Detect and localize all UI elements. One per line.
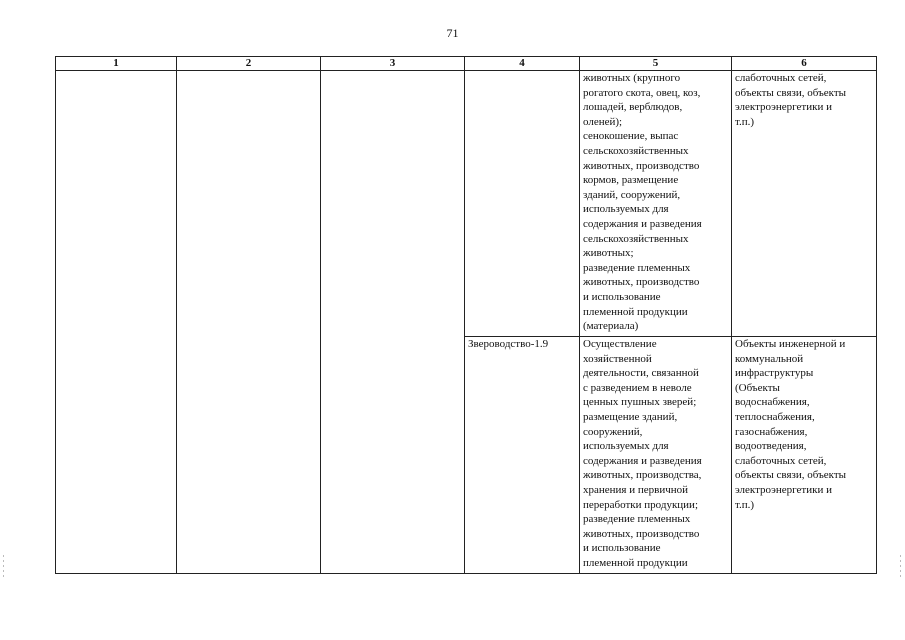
table-cell-col6	[732, 71, 877, 337]
table-cell-col6	[732, 337, 877, 574]
cell-text-line: т.п.)	[735, 498, 755, 511]
cell-text-line: инфраструктуры	[735, 367, 814, 380]
cell-text-line: водоснабжения,	[735, 396, 810, 409]
cell-text-line: объекты связи, объекты	[735, 86, 847, 99]
cell-text-line: содержания и разведения	[583, 454, 702, 467]
table-cell-col2	[177, 71, 321, 574]
cell-text-line: содержания и разведения	[583, 217, 702, 230]
cell-text-line: разведение племенных	[583, 513, 691, 526]
cell-text-line: животных, производство	[583, 527, 700, 540]
cell-text-line: животных;	[583, 247, 634, 260]
column-header-6: 6	[732, 57, 877, 71]
cell-text-line: деятельности, связанной	[583, 367, 699, 380]
cell-text-line: (Объекты	[735, 381, 780, 394]
page-number: 71	[446, 26, 459, 40]
cell-text-line: и использование	[583, 290, 661, 303]
cell-text-line: хранения и первичной	[583, 483, 689, 496]
cell-text-line: животных, производство	[583, 159, 700, 172]
cell-text-line: животных (крупного	[583, 72, 681, 84]
cell-text-line: используемых для	[583, 203, 669, 216]
column-header-4: 4	[465, 57, 580, 71]
column-header-1: 1	[56, 57, 177, 71]
table-row	[56, 71, 877, 337]
table-cell-col5	[580, 71, 732, 337]
cell-text-line: животных, производства,	[583, 469, 702, 482]
table-cell-col5	[580, 337, 732, 574]
table-cell-col3	[321, 71, 465, 574]
cell-text-line: хозяйственной	[583, 352, 652, 365]
cell-text-line: сенокошение, выпас	[583, 130, 679, 143]
cell-text-line: и использование	[583, 542, 661, 555]
cell-text-line: сельскохозяйственных	[583, 232, 689, 245]
cell-text-line: слаботочных сетей,	[735, 454, 827, 467]
cell-text-line: зданий, сооружений,	[583, 188, 681, 201]
column-header-5: 5	[580, 57, 732, 71]
cell-text-line: племенной продукции	[583, 556, 688, 569]
cell-text-line: Осуществление	[583, 338, 657, 350]
cell-text-line: переработки продукции;	[583, 498, 699, 511]
cell-text-line: (материала)	[583, 320, 639, 333]
cell-text-line: с разведением в неволе	[583, 381, 692, 394]
table-cell-col4	[465, 71, 580, 337]
cell-text-line: электроэнергетики и	[735, 101, 832, 114]
scan-margin-mark-left	[3, 555, 4, 577]
cell-text-line: ценных пушных зверей;	[583, 396, 697, 409]
cell-text-line: используемых для	[583, 440, 669, 453]
cell-text-line: сельскохозяйственных	[583, 144, 689, 157]
cell-text-line: племенной продукции	[583, 305, 688, 318]
cell-text-line: лошадей, верблюдов,	[583, 101, 683, 114]
cell-text-line: объекты связи, объекты	[735, 469, 847, 482]
cell-text-line: Объекты инженерной и	[735, 338, 846, 350]
cell-text-line: сооружений,	[583, 425, 643, 438]
cell-text-line: теплоснабжения,	[735, 410, 815, 423]
table-cell-col4: Звероводство-1.9	[465, 337, 580, 574]
cell-text-line: оленей);	[583, 115, 623, 128]
header-row	[56, 57, 877, 71]
cell-text-line: газоснабжения,	[735, 425, 808, 438]
cell-text-line: кормов, размещение	[583, 174, 679, 187]
cell-text-line: т.п.)	[735, 115, 755, 128]
cell-text-line: электроэнергетики и	[735, 483, 832, 496]
cell-text-line: размещение зданий,	[583, 410, 678, 423]
cell-text-line: животных, производство	[583, 276, 700, 289]
scan-margin-mark-right	[900, 555, 901, 577]
document-table	[55, 56, 877, 574]
table-cell-col1	[56, 71, 177, 574]
cell-text-line: слаботочных сетей,	[735, 72, 827, 84]
column-header-2: 2	[177, 57, 321, 71]
cell-text-line: разведение племенных	[583, 261, 691, 274]
cell-text-line: коммунальной	[735, 352, 804, 365]
column-header-3: 3	[321, 57, 465, 71]
cell-text-line: рогатого скота, овец, коз,	[583, 86, 701, 99]
cell-text-line: водоотведения,	[735, 440, 807, 453]
